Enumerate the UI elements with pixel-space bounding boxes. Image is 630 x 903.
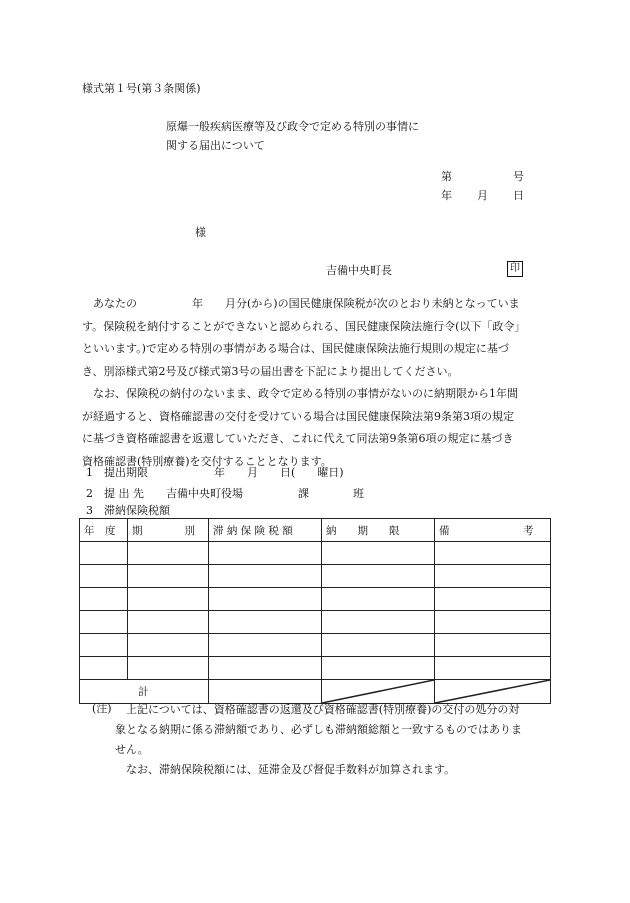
table-cell[interactable] (322, 634, 435, 657)
note-line4: なお、滞納保険税額には、延滞金及び督促手数料が加算されます。 (126, 763, 456, 776)
header-remarks: 備 考 (435, 519, 551, 542)
table-cell[interactable] (80, 565, 128, 588)
table-cell[interactable] (80, 657, 128, 680)
header-arrears-amount: 滞 納 保 険 税 額 (209, 519, 322, 542)
table-row (80, 611, 551, 634)
p2-line4: 資格確認書(特別療養)を交付することとなります。 (82, 454, 332, 468)
p1-line1: あなたの 年 月分(から)の国民健康保険税が次のとおり未納となっていま (93, 297, 520, 310)
header-period: 期 別 (128, 519, 209, 542)
table-cell[interactable] (80, 611, 128, 634)
table-cell[interactable] (209, 565, 322, 588)
table-cell[interactable] (322, 542, 435, 565)
title-line-1: 原爆一般疾病医療等及び政令で定める特別の事情に (166, 120, 419, 133)
date-day: 日 (513, 189, 524, 202)
table-cell[interactable] (209, 588, 322, 611)
table-cell[interactable] (128, 565, 209, 588)
table-cell[interactable] (322, 657, 435, 680)
table-row (80, 588, 551, 611)
p1-line2: す。保険税を納付することができないと認められる、国民健康保険法施行令(以下「政令」 (82, 319, 526, 333)
document-title (166, 117, 419, 155)
note-line1: 上記については、資格確認書の返還及び資格確認書(特別療養)の交付の処分の対 (126, 703, 520, 716)
table-cell[interactable] (209, 657, 322, 680)
table-cell[interactable] (209, 542, 322, 565)
date-year: 年 (441, 189, 452, 202)
item-destination: 2 提 出 先 吉備中央町役場 課 班 (86, 487, 364, 500)
table-row (80, 565, 551, 588)
table-cell[interactable] (80, 588, 128, 611)
p2-line2: が経過すると、資格確認書の交付を受けている場合は国民健康保険法第9条第3項の規定 (82, 409, 514, 423)
table-cell[interactable] (435, 634, 551, 657)
item-arrears-amount: 3 滞納保険税額 (86, 504, 170, 517)
note-line2: 象となる納期に係る滞納額であり、必ずしも滞納額総額と一致するものではありま (115, 723, 522, 736)
table-cell[interactable] (435, 611, 551, 634)
table-cell[interactable] (80, 542, 128, 565)
addressee-suffix: 様 (195, 226, 206, 239)
item-deadline: 1 提出期限 年 月 日( 曜日) (86, 466, 344, 479)
table-cell[interactable] (209, 611, 322, 634)
title-line-2: 関する届出について (166, 139, 265, 152)
table-cell[interactable] (435, 588, 551, 611)
table-cell[interactable] (322, 565, 435, 588)
table-row (80, 542, 551, 565)
p1-line3: といいます。)で定める特別の事情がある場合は、国民健康保険法施行規則の規定に基づ (82, 342, 509, 355)
p1-line4: き、別添様式第2号及び様式第3号の届出書を下記により提出してください。 (82, 364, 459, 378)
sender-name: 吉備中央町長 (326, 264, 392, 277)
note-body (115, 700, 522, 780)
date-month: 月 (477, 189, 488, 202)
p2-line3: に基づき資格確認書を返還していただき、これに代えて同法第9条第6項の規定に基づき (82, 432, 514, 445)
header-due-date: 納 期 限 (322, 519, 435, 542)
table-cell[interactable] (80, 634, 128, 657)
seal-mark (507, 261, 523, 277)
header-fiscal-year: 年 度 (80, 519, 128, 542)
doc-number-go: 号 (513, 170, 524, 183)
table-cell[interactable] (322, 611, 435, 634)
paragraph-2 (82, 383, 552, 473)
table-cell[interactable] (435, 542, 551, 565)
note-line3: せん。 (115, 743, 149, 756)
paragraph-1 (82, 293, 552, 383)
note-label: (注) (92, 702, 112, 715)
table-cell[interactable] (128, 611, 209, 634)
p2-line1: なお、保険税の納付のないまま、政令で定める特別の事情がないのに納期限から1年間 (93, 387, 518, 400)
table-cell[interactable] (435, 657, 551, 680)
form-number: 様式第１号(第３条関係) (82, 82, 201, 95)
doc-number-dai: 第 (441, 170, 452, 183)
seal-text: 印 (507, 261, 523, 277)
table-cell[interactable] (322, 588, 435, 611)
table-cell[interactable] (435, 565, 551, 588)
table-cell[interactable] (128, 588, 209, 611)
table-row (80, 657, 551, 680)
arrears-table (79, 518, 551, 704)
table-row (80, 634, 551, 657)
table-cell[interactable] (128, 634, 209, 657)
total-label: 計 (80, 680, 209, 704)
table-header-row (80, 519, 551, 542)
table-cell[interactable] (128, 542, 209, 565)
table-cell[interactable] (209, 634, 322, 657)
table-cell[interactable] (128, 657, 209, 680)
